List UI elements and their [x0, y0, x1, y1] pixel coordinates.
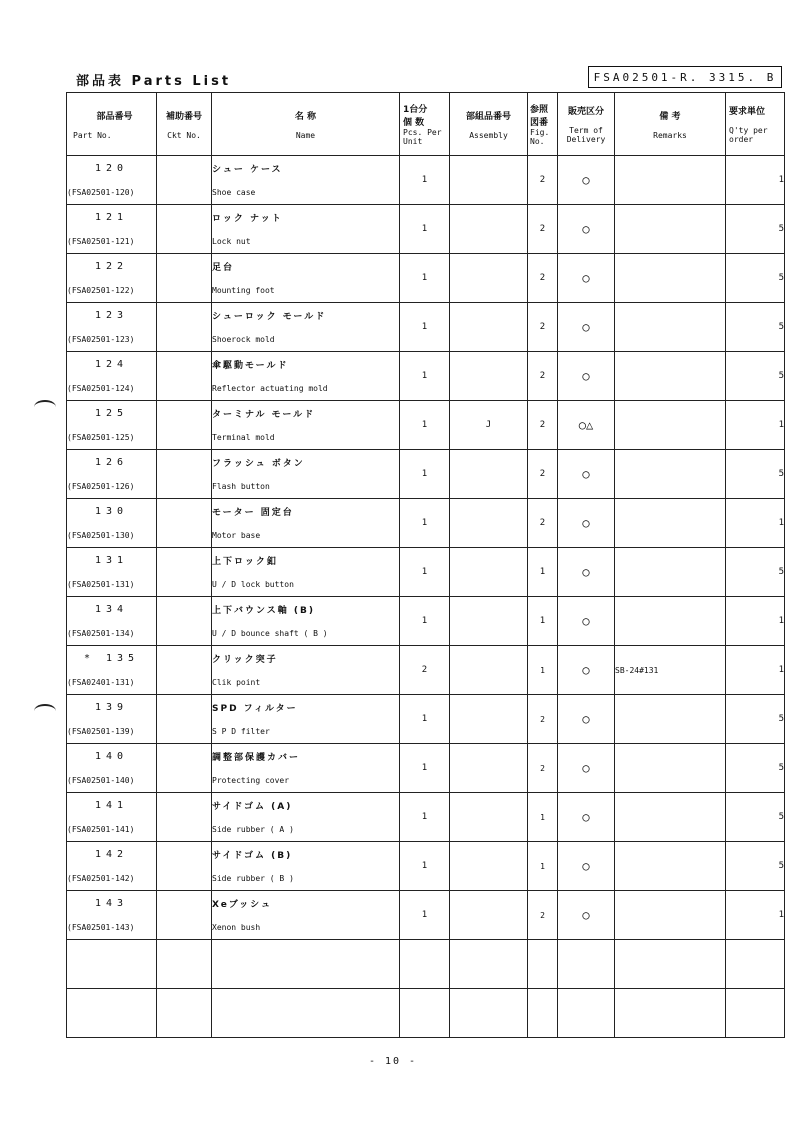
table-row	[67, 205, 785, 230]
empty-cell	[157, 989, 212, 1038]
part-code: (FSA02501-120)	[67, 181, 157, 205]
qty-per-order: 5	[726, 793, 785, 842]
part-name-en: Shoerock mold	[212, 328, 400, 352]
assembly-number	[450, 842, 528, 891]
pcs-per-unit: 1	[400, 597, 450, 646]
remarks	[615, 303, 726, 352]
fig-number: 2	[528, 254, 558, 303]
empty-cell	[528, 989, 558, 1038]
part-name-en: U / D lock button	[212, 573, 400, 597]
term-of-delivery: ○	[558, 450, 615, 499]
part-code: (FSA02501-125)	[67, 426, 157, 450]
part-name-jp: フラッシュ ボタン	[212, 450, 400, 475]
page-number: - 10 -	[368, 1056, 418, 1067]
part-code: (FSA02501-131)	[67, 573, 157, 597]
part-code: (FSA02501-139)	[67, 720, 157, 744]
table-row	[67, 744, 785, 769]
part-name-en: Shoe case	[212, 181, 400, 205]
ckt-number-cell	[157, 450, 212, 499]
term-of-delivery: ○△	[558, 401, 615, 450]
qty-per-order: 1	[726, 891, 785, 940]
fig-number: 2	[528, 352, 558, 401]
ckt-number-cell	[157, 597, 212, 646]
qty-per-order: 5	[726, 695, 785, 744]
ckt-number-cell	[157, 891, 212, 940]
term-of-delivery: ○	[558, 695, 615, 744]
part-code: (FSA02501-124)	[67, 377, 157, 401]
header-part-no: 部品番号 Part No.	[67, 93, 157, 156]
part-number: 141	[67, 793, 157, 818]
fig-number: 1	[528, 646, 558, 695]
remarks	[615, 156, 726, 205]
part-name-jp: シューロック モールド	[212, 303, 400, 328]
assembly-number	[450, 303, 528, 352]
remarks	[615, 205, 726, 254]
part-number: 124	[67, 352, 157, 377]
term-of-delivery: ○	[558, 744, 615, 793]
table-row	[67, 499, 785, 524]
part-code: (FSA02501-123)	[67, 328, 157, 352]
header-ckt-no: 補助番号 Ckt No.	[157, 93, 212, 156]
term-of-delivery: ○	[558, 842, 615, 891]
part-code: (FSA02501-126)	[67, 475, 157, 499]
pcs-per-unit: 1	[400, 695, 450, 744]
table-header-row	[67, 93, 785, 156]
header-fig-no: 参照 図番 Fig. No.	[528, 93, 558, 156]
assembly-number	[450, 156, 528, 205]
empty-cell	[726, 940, 785, 989]
ckt-number-cell	[157, 793, 212, 842]
assembly-number	[450, 646, 528, 695]
qty-per-order: 1	[726, 646, 785, 695]
table-row	[67, 548, 785, 573]
ckt-number-cell	[157, 499, 212, 548]
part-number: 120	[67, 156, 157, 181]
part-name-en: Mounting foot	[212, 279, 400, 303]
pcs-per-unit: 1	[400, 352, 450, 401]
part-code: (FSA02501-122)	[67, 279, 157, 303]
part-name-jp: SPD フィルター	[212, 695, 400, 720]
table-row	[67, 891, 785, 916]
assembly-number	[450, 499, 528, 548]
part-code: (FSA02501-121)	[67, 230, 157, 254]
part-name-jp: サイドゴム (A)	[212, 793, 400, 818]
empty-cell	[615, 989, 726, 1038]
part-name-jp: 傘駆動モールド	[212, 352, 400, 377]
assembly-number	[450, 695, 528, 744]
ckt-number-cell	[157, 254, 212, 303]
remarks	[615, 401, 726, 450]
part-name-en: Xenon bush	[212, 916, 400, 940]
empty-cell	[400, 940, 450, 989]
margin-mark	[34, 704, 56, 718]
pcs-per-unit: 1	[400, 156, 450, 205]
term-of-delivery: ○	[558, 646, 615, 695]
fig-number: 2	[528, 156, 558, 205]
part-number: 139	[67, 695, 157, 720]
fig-number: 2	[528, 205, 558, 254]
pcs-per-unit: 1	[400, 548, 450, 597]
ckt-number-cell	[157, 352, 212, 401]
table-row	[67, 254, 785, 279]
qty-per-order: 5	[726, 548, 785, 597]
ckt-number-cell	[157, 303, 212, 352]
assembly-number	[450, 597, 528, 646]
part-number: 121	[67, 205, 157, 230]
term-of-delivery: ○	[558, 793, 615, 842]
pcs-per-unit: 1	[400, 254, 450, 303]
empty-cell	[67, 940, 157, 989]
empty-cell	[212, 989, 400, 1038]
header-name: 名 称 Name	[212, 93, 400, 156]
fig-number: 2	[528, 891, 558, 940]
pcs-per-unit: 1	[400, 891, 450, 940]
table-row	[67, 842, 785, 867]
fig-number: 2	[528, 499, 558, 548]
ckt-number-cell	[157, 205, 212, 254]
qty-per-order: 1	[726, 597, 785, 646]
part-number: 125	[67, 401, 157, 426]
part-name-en: Protecting cover	[212, 769, 400, 793]
ckt-number-cell	[157, 744, 212, 793]
ckt-number-cell	[157, 842, 212, 891]
part-number: 134	[67, 597, 157, 622]
part-number: 130	[67, 499, 157, 524]
part-name-jp: ロック ナット	[212, 205, 400, 230]
part-number: 122	[67, 254, 157, 279]
assembly-number	[450, 254, 528, 303]
document-number: FSA02501-R. 3315. B	[588, 66, 782, 88]
part-name-en: Motor base	[212, 524, 400, 548]
empty-cell	[450, 940, 528, 989]
table-row	[67, 793, 785, 818]
header-remarks: 備 考 Remarks	[615, 93, 726, 156]
qty-per-order: 5	[726, 352, 785, 401]
part-name-en: S P D filter	[212, 720, 400, 744]
table-row	[67, 156, 785, 181]
assembly-number	[450, 891, 528, 940]
part-name-en: Clik point	[212, 671, 400, 695]
part-number: 143	[67, 891, 157, 916]
table-row	[67, 646, 785, 671]
empty-cell	[400, 989, 450, 1038]
assembly-number	[450, 548, 528, 597]
remarks: SB-24#131	[615, 646, 726, 695]
header-pcs-per-unit: 1台分 個 数 Pcs. Per Unit	[400, 93, 450, 156]
empty-cell	[558, 989, 615, 1038]
part-number: 142	[67, 842, 157, 867]
qty-per-order: 5	[726, 303, 785, 352]
fig-number: 2	[528, 695, 558, 744]
empty-cell	[212, 940, 400, 989]
qty-per-order: 5	[726, 450, 785, 499]
fig-number: 2	[528, 401, 558, 450]
remarks	[615, 744, 726, 793]
remarks	[615, 793, 726, 842]
ckt-number-cell	[157, 401, 212, 450]
qty-per-order: 5	[726, 744, 785, 793]
part-name-en: Reflector actuating mold	[212, 377, 400, 401]
fig-number: 1	[528, 793, 558, 842]
part-name-jp: 調整部保護カバー	[212, 744, 400, 769]
fig-number: 1	[528, 597, 558, 646]
pcs-per-unit: 1	[400, 450, 450, 499]
part-code: (FSA02401-131)	[67, 671, 157, 695]
assembly-number	[450, 205, 528, 254]
empty-row	[67, 940, 785, 989]
pcs-per-unit: 1	[400, 744, 450, 793]
remarks	[615, 450, 726, 499]
fig-number: 1	[528, 548, 558, 597]
qty-per-order: 5	[726, 205, 785, 254]
pcs-per-unit: 1	[400, 401, 450, 450]
term-of-delivery: ○	[558, 891, 615, 940]
part-number: 126	[67, 450, 157, 475]
part-name-en: Side rubber ( A )	[212, 818, 400, 842]
table-row	[67, 695, 785, 720]
part-name-en: Lock nut	[212, 230, 400, 254]
ckt-number-cell	[157, 156, 212, 205]
part-code: (FSA02501-134)	[67, 622, 157, 646]
assembly-number	[450, 793, 528, 842]
ckt-number-cell	[157, 646, 212, 695]
assembly-number	[450, 352, 528, 401]
pcs-per-unit: 1	[400, 205, 450, 254]
remarks	[615, 499, 726, 548]
table-row	[67, 352, 785, 377]
part-number: 131	[67, 548, 157, 573]
empty-row	[67, 989, 785, 1038]
part-name-en: Flash button	[212, 475, 400, 499]
fig-number: 1	[528, 842, 558, 891]
part-name-jp: 足台	[212, 254, 400, 279]
empty-cell	[726, 989, 785, 1038]
page-title: 部品表 Parts List	[76, 74, 232, 89]
qty-per-order: 1	[726, 499, 785, 548]
fig-number: 2	[528, 744, 558, 793]
assembly-number	[450, 450, 528, 499]
part-number: 140	[67, 744, 157, 769]
part-code: (FSA02501-141)	[67, 818, 157, 842]
assembly-number: J	[450, 401, 528, 450]
part-name-jp: モーター 固定台	[212, 499, 400, 524]
part-code: (FSA02501-140)	[67, 769, 157, 793]
part-name-jp: サイドゴム (B)	[212, 842, 400, 867]
term-of-delivery: ○	[558, 548, 615, 597]
parts-table	[66, 92, 785, 1038]
header-qty-per-order: 要求単位 Q'ty per order	[726, 93, 785, 156]
term-of-delivery: ○	[558, 352, 615, 401]
qty-per-order: 1	[726, 401, 785, 450]
header-term-of-delivery: 販売区分 Term of Delivery	[558, 93, 615, 156]
part-name-jp: 上下ロック釦	[212, 548, 400, 573]
ckt-number-cell	[157, 548, 212, 597]
part-name-jp: シュー ケース	[212, 156, 400, 181]
pcs-per-unit: 1	[400, 499, 450, 548]
remarks	[615, 891, 726, 940]
empty-cell	[558, 940, 615, 989]
qty-per-order: 1	[726, 156, 785, 205]
fig-number: 2	[528, 303, 558, 352]
part-code: (FSA02501-130)	[67, 524, 157, 548]
part-number: 123	[67, 303, 157, 328]
ckt-number-cell	[157, 695, 212, 744]
part-code: (FSA02501-142)	[67, 867, 157, 891]
part-name-jp: ターミナル モールド	[212, 401, 400, 426]
remarks	[615, 597, 726, 646]
qty-per-order: 5	[726, 254, 785, 303]
remarks	[615, 254, 726, 303]
term-of-delivery: ○	[558, 205, 615, 254]
part-name-jp: Xeブッシュ	[212, 891, 400, 916]
pcs-per-unit: 1	[400, 303, 450, 352]
term-of-delivery: ○	[558, 254, 615, 303]
table-row	[67, 303, 785, 328]
empty-cell	[157, 940, 212, 989]
part-name-en: Side rubber ( B )	[212, 867, 400, 891]
table-row	[67, 401, 785, 426]
remarks	[615, 695, 726, 744]
term-of-delivery: ○	[558, 156, 615, 205]
remarks	[615, 352, 726, 401]
remarks	[615, 842, 726, 891]
part-number: * 135	[67, 646, 157, 671]
empty-cell	[615, 940, 726, 989]
parts-table-body	[67, 156, 785, 1038]
part-code: (FSA02501-143)	[67, 916, 157, 940]
term-of-delivery: ○	[558, 303, 615, 352]
part-name-jp: クリック突子	[212, 646, 400, 671]
term-of-delivery: ○	[558, 499, 615, 548]
qty-per-order: 5	[726, 842, 785, 891]
remarks	[615, 548, 726, 597]
empty-cell	[67, 989, 157, 1038]
empty-cell	[528, 940, 558, 989]
header-assembly: 部組品番号 Assembly	[450, 93, 528, 156]
part-name-en: Terminal mold	[212, 426, 400, 450]
table-row	[67, 597, 785, 622]
margin-mark	[34, 400, 56, 414]
part-name-jp: 上下バウンス軸 (B)	[212, 597, 400, 622]
table-row	[67, 450, 785, 475]
pcs-per-unit: 1	[400, 842, 450, 891]
pcs-per-unit: 1	[400, 793, 450, 842]
term-of-delivery: ○	[558, 597, 615, 646]
pcs-per-unit: 2	[400, 646, 450, 695]
empty-cell	[450, 989, 528, 1038]
fig-number: 2	[528, 450, 558, 499]
assembly-number	[450, 744, 528, 793]
part-name-en: U / D bounce shaft ( B )	[212, 622, 400, 646]
